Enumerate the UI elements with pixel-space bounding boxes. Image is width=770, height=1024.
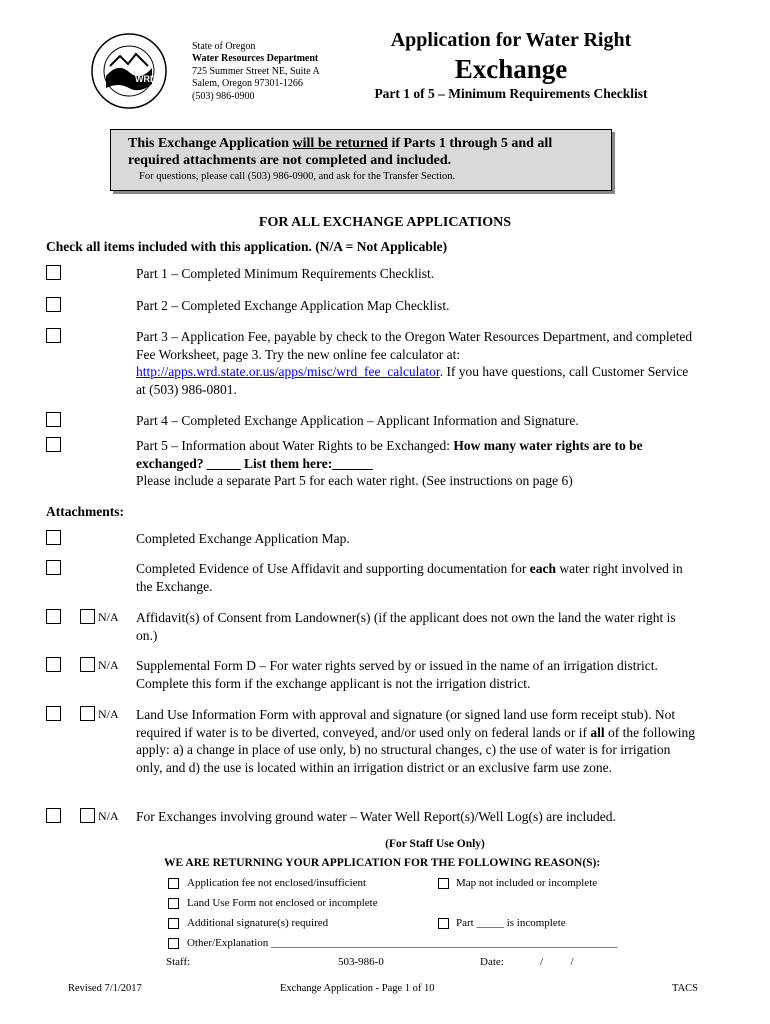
na-label: N/A (98, 610, 119, 624)
notice-questions: For questions, please call (503) 986-0900, and ask for the Transfer Section. (139, 171, 456, 182)
part1-checkbox[interactable] (46, 265, 61, 280)
agency-street: 725 Summer Street NE, Suite A (192, 65, 320, 77)
attachment-consent-label: Affidavit(s) of Consent from Landowner(s) (if the applicant does not own the land the water right is on.) (136, 610, 676, 643)
reason-other-label: Other/Explanation _______________________________________________________________ (187, 937, 618, 949)
notice-text: This Exchange Application will be returned if Parts 1 through 5 and all required attachments are not completed and included. (128, 136, 553, 168)
date-slashes: / / (540, 956, 574, 968)
attachment-formd-checkbox[interactable] (46, 657, 61, 672)
reason-signature-checkbox[interactable] (168, 918, 179, 929)
fee-calculator-link[interactable]: http://apps.wrd.state.or.us/apps/misc/wrd_fee_calculator (136, 364, 440, 379)
staff-label: Staff: (166, 956, 191, 968)
agency-state: State of Oregon (192, 41, 256, 52)
attachments-heading: Attachments: (46, 504, 124, 519)
reason-other-checkbox[interactable] (168, 938, 179, 949)
reason-fee-label: Application fee not enclosed/insufficient (187, 877, 367, 889)
reason-map-label: Map not included or incomplete (456, 877, 598, 889)
agency-phone: (503) 986-0900 (192, 90, 255, 102)
reason-fee-checkbox[interactable] (168, 878, 179, 889)
attachment-landuse-label: Land Use Information Form with approval and signature (or signed land use form receipt stub). Not required if water is to be diverted, conveyed, and/or used only on federal lands or if all of the following apply: a) a change in place of use only, b) no structural changes, c) the use of water is for irrigation only, and d) the use is located within an irrigation district or an exclusive farm use zone. (136, 707, 695, 775)
section-heading: FOR ALL EXCHANGE APPLICATIONS (258, 215, 512, 230)
reason-map-checkbox[interactable] (438, 878, 449, 889)
staff-phone: 503-986-0 (338, 956, 384, 968)
reason-part-label: Part _____ is incomplete (456, 917, 566, 929)
notice-emphasis: will be returned (292, 136, 388, 151)
form-title-line2: Exchange (454, 54, 568, 84)
form-subtitle: Part 1 of 5 – Minimum Requirements Checklist (374, 86, 648, 101)
part4-label: Part 4 – Completed Exchange Application – Applicant Information and Signature. (136, 413, 579, 428)
footer-page: Exchange Application - Page 1 of 10 (280, 983, 435, 994)
date-label: Date: (480, 956, 504, 968)
part3-checkbox[interactable] (46, 328, 61, 343)
na-label: N/A (98, 707, 119, 721)
na-label: N/A (98, 809, 119, 823)
attachment-welllog-checkbox[interactable] (46, 808, 61, 823)
attachment-affidavit-label: Completed Evidence of Use Affidavit and supporting documentation for each water right involved in the Exchange. (136, 561, 683, 594)
attachment-formd-na-checkbox[interactable] (80, 657, 95, 672)
reason-signature-label: Additional signature(s) required (187, 917, 329, 929)
footer-revised: Revised 7/1/2017 (68, 983, 142, 994)
attachment-affidavit-checkbox[interactable] (46, 560, 61, 575)
attachment-consent-checkbox[interactable] (46, 609, 61, 624)
attachment-landuse-na-checkbox[interactable] (80, 706, 95, 721)
reason-part-checkbox[interactable] (438, 918, 449, 929)
part5-checkbox[interactable] (46, 437, 61, 452)
attachment-welllog-label: For Exchanges involving ground water – Water Well Report(s)/Well Log(s) are included. (136, 809, 616, 824)
agency-address (192, 41, 320, 103)
part2-label: Part 2 – Completed Exchange Application Map Checklist. (136, 298, 450, 313)
agency-department: Water Resources Department (192, 53, 319, 65)
agency-city: Salem, Oregon 97301-1266 (192, 78, 303, 90)
part5-label: Part 5 – Information about Water Rights to be Exchanged: How many water rights are to be exchanged? _____ List them here:______ Please include a separate Part 5 for each water right. (See instructions on page 6) (136, 438, 643, 488)
footer-code: TACS (672, 983, 698, 994)
wrd-seal-logo (90, 32, 168, 110)
attachment-map-label: Completed Exchange Application Map. (136, 531, 350, 546)
staff-reason-header: WE ARE RETURNING YOUR APPLICATION FOR THE FOLLOWING REASON(S): (164, 857, 601, 869)
reason-landuse-label: Land Use Form not enclosed or incomplete (187, 897, 378, 909)
check-all-instruction: Check all items included with this application. (N/A = Not Applicable) (46, 239, 448, 254)
part1-label: Part 1 – Completed Minimum Requirements Checklist. (136, 266, 435, 281)
attachment-landuse-checkbox[interactable] (46, 706, 61, 721)
part4-checkbox[interactable] (46, 412, 61, 427)
na-label: N/A (98, 658, 119, 672)
part2-checkbox[interactable] (46, 297, 61, 312)
attachment-consent-na-checkbox[interactable] (80, 609, 95, 624)
seal-text: WRD (135, 74, 157, 84)
attachment-map-checkbox[interactable] (46, 530, 61, 545)
form-title-line1: Application for Water Right (390, 29, 632, 51)
notice-box (110, 129, 612, 191)
reason-landuse-checkbox[interactable] (168, 898, 179, 909)
attachment-formd-label: Supplemental Form D – For water rights served by or issued in the name of an irrigation district. Complete this form if the exchange applicant is not the irrigation district. (136, 658, 658, 691)
staff-use-header: (For Staff Use Only) (385, 838, 485, 850)
part3-label: Part 3 – Application Fee, payable by check to the Oregon Water Resources Department, and completed Fee Worksheet, page 3. Try the new online fee calculator at: http://apps.wrd.state.or.us/apps/misc/wrd_fee_calculator. If you have questions, call Customer Service at (503) 986-0801. (136, 329, 693, 397)
attachment-welllog-na-checkbox[interactable] (80, 808, 95, 823)
